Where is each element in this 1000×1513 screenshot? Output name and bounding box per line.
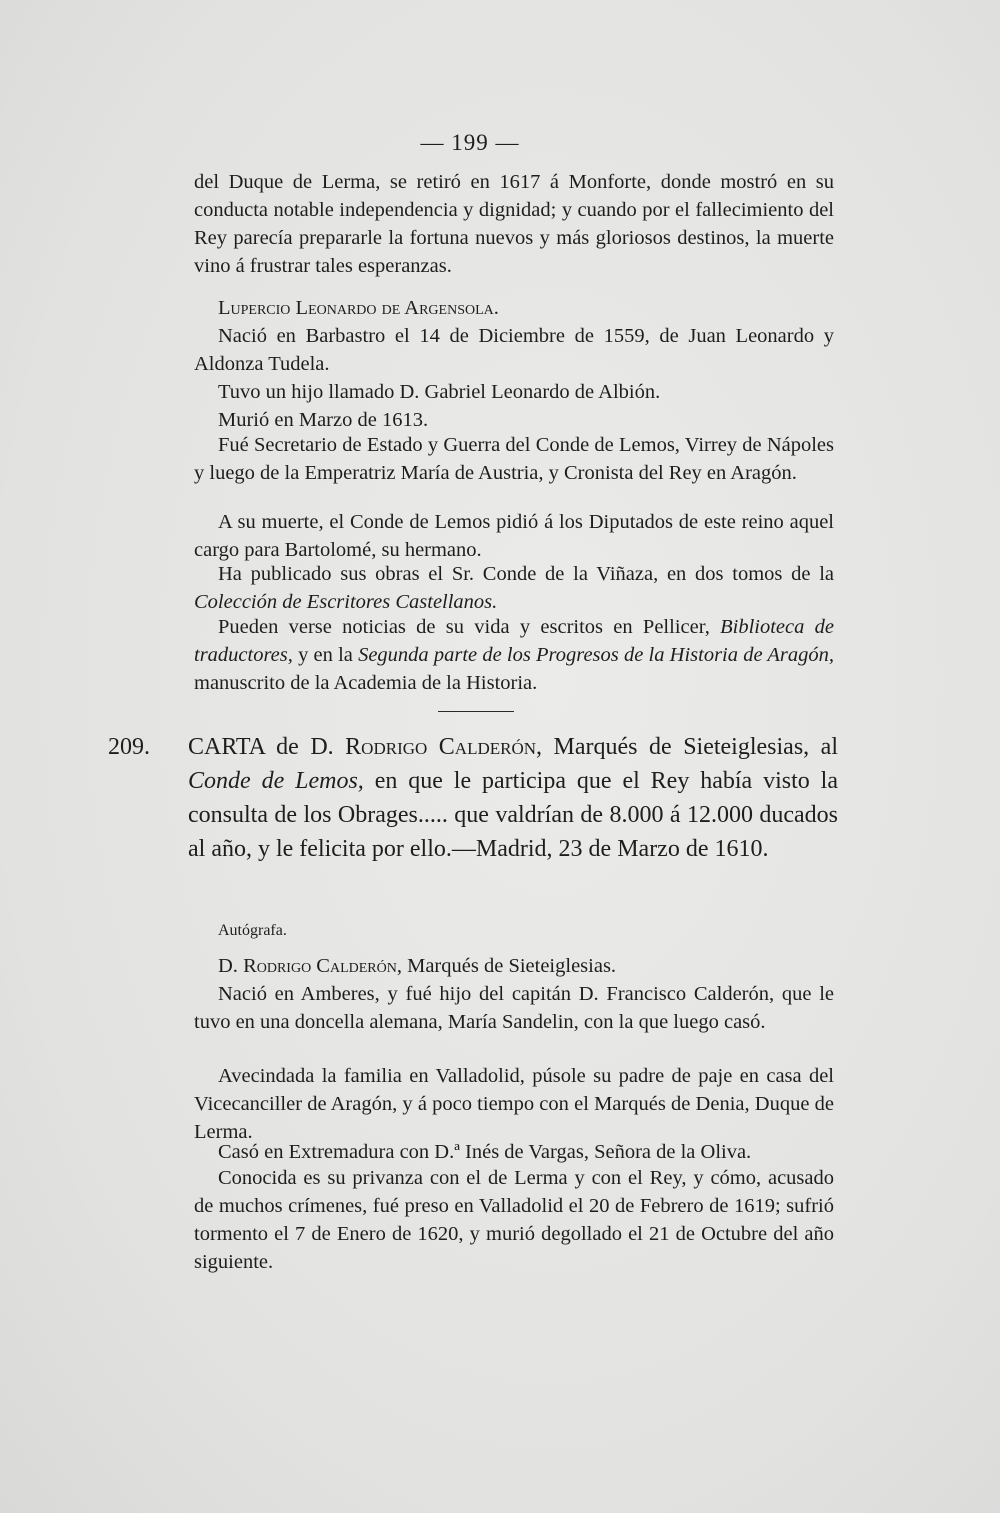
entry-number: 209. (108, 734, 150, 760)
calderon-marriage: Casó en Extremadura con D.ª Inés de Vargas, Señora de la Oliva. (218, 1141, 752, 1163)
argensola-notices-text-b: y en la (292, 644, 359, 666)
argensola-notices-text-a: Pueden verse noticias de su vida y escritos en Pellicer, (218, 616, 721, 638)
argensola-works-title: Colección de Escritores Castellanos. (194, 591, 498, 613)
calderon-fate: Conocida es su privanza con el de Lerma y con el Rey, y cómo, acusado de muchos crímenes, fué preso en Valladolid el 20 de Febrero de 1619; sufrió tormento el 7 de Enero de 1620, y murió degollado el 21 de Octubre del año siguiente. (194, 1167, 834, 1273)
entry-recipient: Conde de Lemos, (188, 768, 364, 794)
entry-text-c: en que le participa que el Rey había visto la consulta de los Obrages..... que valdrían de 8.000 á 12.000 ducados al año, y le felicita por ello.—Madrid, 23 de Marzo de 1610. (188, 768, 838, 862)
argensola-successor: A su muerte, el Conde de Lemos pidió á los Diputados de este reino aquel cargo para Bartolomé, su hermano. (194, 511, 834, 561)
argensola-heading: Lupercio Leonardo de Argensola. (218, 297, 499, 319)
intro-paragraph: del Duque de Lerma, se retiró en 1617 á Monforte, donde mostró en su conducta notable independencia y dignidad; y cuando por el fallecimiento del Rey parecía prepararle la fortuna nuevos y más gloriosos destinos, la muerte vino á frustrar tales esperanzas. (194, 171, 834, 277)
argensola-son: Tuvo un hijo llamado D. Gabriel Leonardo de Albión. (218, 381, 661, 403)
entry-text-b: Marqués de Sieteiglesias, al (542, 734, 838, 760)
argensola-death: Murió en Marzo de 1613. (218, 409, 429, 431)
argensola-works (194, 560, 834, 616)
argensola-notices (194, 613, 834, 697)
page-number: — 199 — (420, 130, 520, 155)
argensola-notices-text-c: manuscrito de la Academia de la Historia. (194, 672, 538, 694)
calderon-heading-b: Marqués de Sieteiglesias. (401, 955, 617, 977)
argensola-notices-title-2: Segunda parte de los Progresos de la Historia de Aragón, (358, 644, 834, 666)
argensola-works-text: Ha publicado sus obras el Sr. Conde de la Viñaza, en dos tomos de la (218, 563, 834, 585)
calderon-youth: Avecindada la familia en Valladolid, púsole su padre de paje en casa del Vicecanciller de Aragón, y á poco tiempo con el Marqués de Denia, Duque de Lerma. (194, 1065, 834, 1143)
calderon-heading-a: D. (218, 955, 244, 977)
entry-text-a: CARTA de D. (188, 734, 346, 760)
calderon-heading (194, 952, 834, 980)
calderon-heading-name: Rodrigo Calderón, (243, 955, 402, 977)
section-divider (438, 711, 514, 712)
autograph-note: Autógrafa. (218, 922, 287, 939)
entry-sender: Rodrigo Calderón, (345, 734, 543, 760)
argensola-birth: Nació en Barbastro el 14 de Diciembre de 1559, de Juan Leonardo y Aldonza Tudela. (194, 325, 834, 375)
entry-description (188, 730, 838, 866)
calderon-birth: Nació en Amberes, y fué hijo del capitán D. Francisco Calderón, que le tuvo en una doncella alemana, María Sandelin, con la que luego casó. (194, 983, 834, 1033)
argensola-notices-title-1: Biblioteca de traductores, (194, 616, 835, 666)
argensola-career: Fué Secretario de Estado y Guerra del Conde de Lemos, Virrey de Nápoles y luego de la Emperatriz María de Austria, y Cronista del Rey en Aragón. (194, 434, 834, 484)
